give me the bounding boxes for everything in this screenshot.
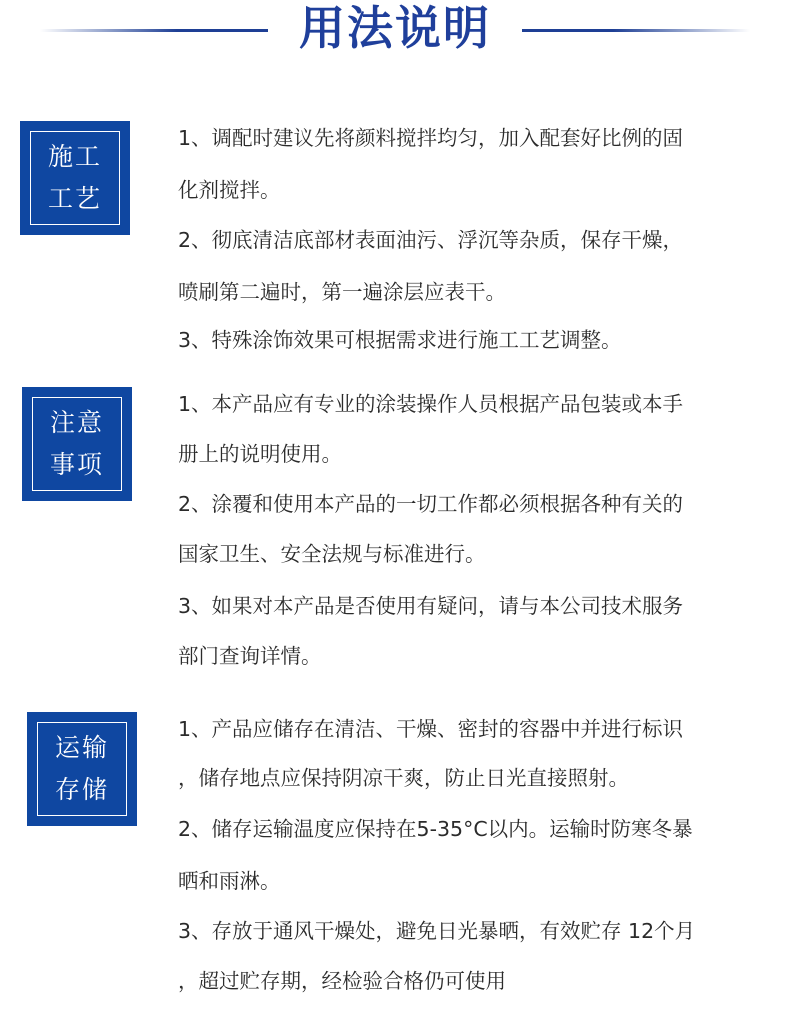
page-title: 用法说明 <box>299 1 491 55</box>
text-line: 1、产品应储存在清洁、干燥、密封的容器中并进行标识 <box>178 717 684 741</box>
text-line: 3、特殊涂饰效果可根据需求进行施工工艺调整。 <box>178 328 622 352</box>
text-line: 喷刷第二遍时，第一遍涂层应表干。 <box>178 280 506 304</box>
header-left-line <box>40 29 268 32</box>
section-badge-frame <box>37 722 127 816</box>
text-line: ，超过贮存期，经检验合格仍可使用 <box>178 969 506 993</box>
section-label-line1: 注意 <box>49 408 104 437</box>
header-right-line <box>522 29 750 32</box>
text-line: 2、涂覆和使用本产品的一切工作都必须根据各种有关的 <box>178 492 684 516</box>
section-badge-notes <box>22 387 132 501</box>
text-line: 1、本产品应有专业的涂装操作人员根据产品包装或本手 <box>178 392 684 416</box>
section-label-line2: 事项 <box>49 450 104 479</box>
text-line: 1、调配时建议先将颜料搅拌均匀，加入配套好比例的固 <box>178 126 684 150</box>
text-line: 晒和雨淋。 <box>178 869 281 893</box>
text-line: 化剂搅拌。 <box>178 178 281 202</box>
section-label-line1: 运输 <box>54 733 109 762</box>
section-badge-frame <box>30 131 120 225</box>
text-line: 2、储存运输温度应保持在5-35°C以内。运输时防寒冬暴 <box>178 817 693 841</box>
section-badge-frame <box>32 397 122 491</box>
section-label-line2: 工艺 <box>47 184 102 213</box>
header <box>0 0 790 60</box>
section-label-line2: 存储 <box>54 775 109 804</box>
section-badge-construction <box>20 121 130 235</box>
text-line: 部门查询详情。 <box>178 644 322 668</box>
text-line: 册上的说明使用。 <box>178 442 342 466</box>
text-line: 3、存放于通风干燥处，避免日光暴晒，有效贮存 12个月 <box>178 919 696 943</box>
text-line: 2、彻底清洁底部材表面油污、浮沉等杂质，保存干燥， <box>178 228 684 252</box>
text-line: 3、如果对本产品是否使用有疑问，请与本公司技术服务 <box>178 594 684 618</box>
text-line: 国家卫生、安全法规与标准进行。 <box>178 542 486 566</box>
section-label-line1: 施工 <box>47 142 102 171</box>
section-badge-transport <box>27 712 137 826</box>
text-line: ，储存地点应保持阴凉干爽，防止日光直接照射。 <box>178 766 629 790</box>
